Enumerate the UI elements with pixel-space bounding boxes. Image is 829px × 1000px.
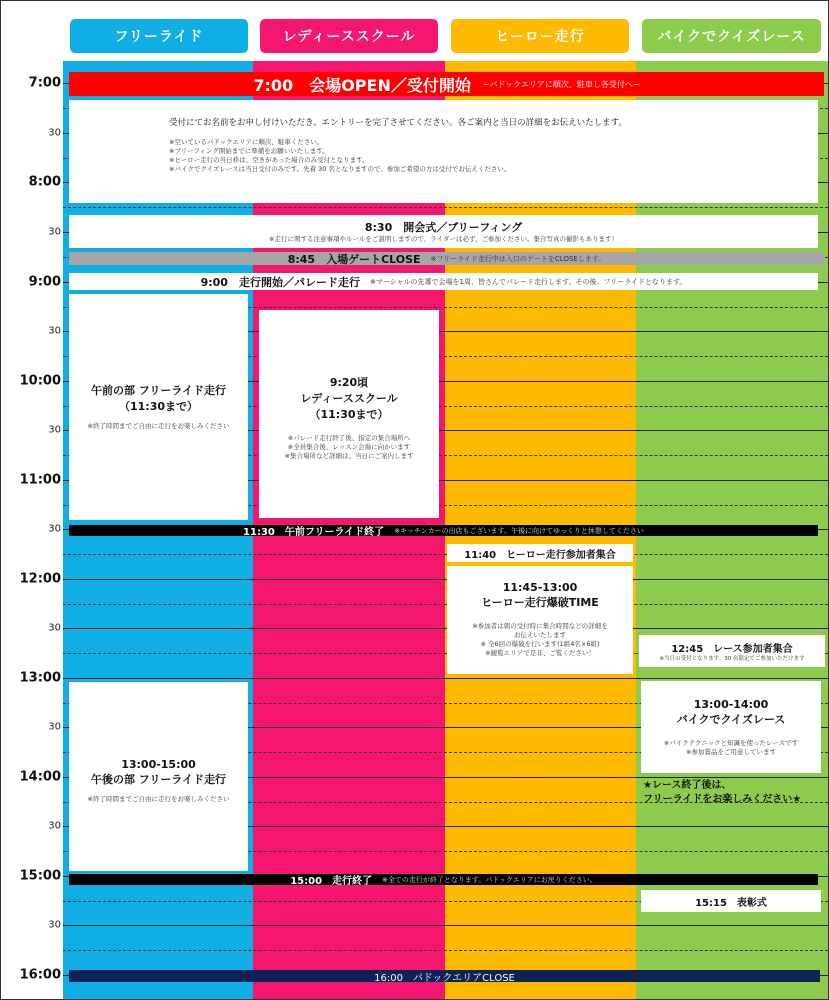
run-start-box: [69, 273, 818, 290]
reception-note: ※ブリーフィング開始までに準備をお願いいたします。: [169, 147, 329, 155]
quiz-race-title: バイクでクイズレース: [676, 713, 786, 726]
hero-gather-title: 11:40 ヒーロー走行参加者集合: [464, 549, 616, 561]
time-label: 30: [48, 325, 61, 337]
gate-close-bar: [69, 252, 824, 265]
grid-line: [63, 579, 828, 580]
time-label: 12:00: [19, 571, 61, 587]
time-label: 30: [48, 127, 61, 139]
pm-free-ride-note: ※終了時間までご自由に走行をお楽しみください: [87, 795, 230, 803]
award-box: [641, 890, 821, 912]
run-end-title: 15:00 走行終了: [290, 876, 373, 885]
ladies-school-time: 9:20頃: [329, 376, 369, 389]
grid-line: [63, 628, 828, 629]
hero-run-title: ヒーロー走行爆破TIME: [481, 596, 599, 609]
quiz-after-line2: フリーライドをお楽しみください★: [643, 794, 802, 805]
pm-free-ride-time: 13:00-15:00: [121, 758, 196, 771]
grid-line: [63, 950, 828, 951]
time-label: 30: [48, 820, 61, 832]
am-free-ride-note: ※終了時間までご自由に走行をお楽しみください: [87, 422, 230, 430]
race-gather-note: ※当日の受付となります。30 名限定でご参加いただけます: [659, 656, 805, 662]
time-label: 30: [48, 622, 61, 634]
hero-run-note: ※参加者は朝の受付時に集合時間などの詳細を: [472, 622, 608, 630]
award-title: 15:15 表彰式: [695, 897, 767, 909]
time-label: 11:00: [19, 472, 61, 488]
time-label: 10:00: [19, 373, 61, 389]
run-end-bar: [69, 874, 818, 885]
open-bar-sub: ~パドックエリアに順次、駐車し各受付へ~: [482, 79, 640, 89]
run-start-note: ※マーシャルの先導で会場を1周、皆さんでパレード走行します。その後、フリーライドとなります。: [369, 277, 687, 286]
am-end-title: 11:30 午前フリーライド終了: [243, 527, 385, 536]
time-label: 16:00: [19, 967, 61, 983]
header-ladies-school: レディーススクール: [260, 19, 438, 53]
hero-run-note: ※ 全6回の爆破を行います(1組4名×6組): [480, 640, 600, 648]
ladies-school-box: [259, 310, 439, 518]
time-label: 15:00: [19, 868, 61, 884]
run-end-note: ※全ての走行が終了となります。パドックエリアにお戻りください。: [382, 875, 597, 884]
time-label: 7:00: [28, 75, 61, 91]
grid-line: [63, 207, 828, 208]
quiz-after-line1: ★レース終了後は、: [643, 780, 732, 791]
paddock-close-title: 16:00 パドックエリアCLOSE: [374, 972, 515, 982]
quiz-race-box: [641, 681, 821, 773]
time-label: 14:00: [19, 769, 61, 785]
time-label: 30: [48, 919, 61, 931]
ladies-school-note: ※全員集合後、レッスン会場に向かいます: [287, 443, 411, 451]
time-label: 8:00: [28, 174, 61, 190]
header-quiz-race: バイクでクイズレース: [642, 19, 821, 53]
time-label: 30: [48, 721, 61, 733]
am-free-ride-box: [69, 294, 248, 520]
quiz-race-time: 13:00-14:00: [693, 698, 769, 711]
ladies-school-until: （11:30まで）: [309, 408, 389, 421]
reception-note: ※バイクでクイズレースは当日受付のみです。先着 30 名となりますので、参加ご希望の方は受付でお伝えください。: [169, 165, 511, 173]
time-label: 9:00: [28, 274, 61, 290]
briefing-box: [69, 215, 818, 248]
reception-box: [69, 100, 818, 203]
time-label: 13:00: [19, 670, 61, 686]
time-label: 30: [48, 523, 61, 535]
grid-line: [63, 925, 828, 926]
grid-line: [63, 604, 828, 605]
ladies-school-note: ※集合場所など詳細は、当日にご案内します: [284, 452, 414, 460]
ladies-school-note: ※パレード走行終了後、指定の集合場所へ: [287, 434, 411, 442]
pm-free-ride-box: [69, 682, 248, 871]
open-bar-title: 7:00 会場OPEN／受付開始: [253, 75, 471, 95]
quiz-after-message: [643, 779, 829, 807]
quiz-race-note: ※参加賞品をご用意しています: [686, 748, 776, 756]
header-free-ride: フリーライド: [70, 19, 248, 53]
ladies-school-title: レディーススクール: [300, 392, 398, 405]
briefing-title: 8:30 開会式／ブリーフィング: [364, 221, 523, 234]
am-end-note: ※キッチンカーの出店もございます。午後に向けてゆっくりと休憩してください: [394, 526, 644, 535]
reception-note: ※ヒーロー走行の当日枠は、空きがあった場合のみ受付となります。: [169, 156, 369, 164]
am-free-ride-time: （11:30まで）: [118, 400, 198, 413]
hero-run-box: [447, 566, 633, 674]
time-label: 30: [48, 226, 61, 238]
reception-main-text: 受付にてお名前をお申し付けいただき、エントリーを完了させてください。各ご案内と当日の詳細をお伝えいたします。: [169, 118, 627, 128]
run-start-title: 9:00 走行開始／パレード走行: [200, 275, 360, 289]
am-free-ride-title: 午前の部 フリーライド走行: [90, 384, 227, 397]
grid-line: [63, 554, 828, 555]
briefing-note: ※走行に関する注意事項やルールをご説明しますので、ライダーは必ず、ご参加ください。集合写真の撮影もあります！: [269, 235, 618, 243]
gate-close-note: ※フリーライド走行中は入口のゲートをCLOSEします。: [430, 254, 606, 263]
hero-run-note: ※観覧エリアで是非、ご覧ください！: [485, 649, 595, 657]
header-hero-run: ヒーロー走行: [451, 19, 629, 53]
am-end-bar: [69, 525, 818, 536]
race-gather-box: [639, 635, 825, 667]
race-gather-title: 12:45 レース参加者集合: [671, 644, 793, 655]
gate-close-title: 8:45 入場ゲートCLOSE: [287, 252, 421, 265]
hero-gather-box: [447, 544, 633, 562]
hero-run-time: 11:45-13:00: [502, 581, 578, 594]
pm-free-ride-title: 午後の部 フリーライド走行: [90, 773, 227, 786]
grid-line: [63, 678, 828, 679]
paddock-close-bar: [69, 970, 820, 982]
open-bar: [69, 72, 824, 96]
quiz-race-note: ※バイクテクニックと知識を使ったレースです: [663, 739, 799, 747]
hero-run-note: お伝えいたします: [514, 631, 566, 639]
time-label: 30: [48, 424, 61, 436]
reception-note: ※空いているパドックエリアに順次、駐車ください。: [169, 138, 324, 146]
